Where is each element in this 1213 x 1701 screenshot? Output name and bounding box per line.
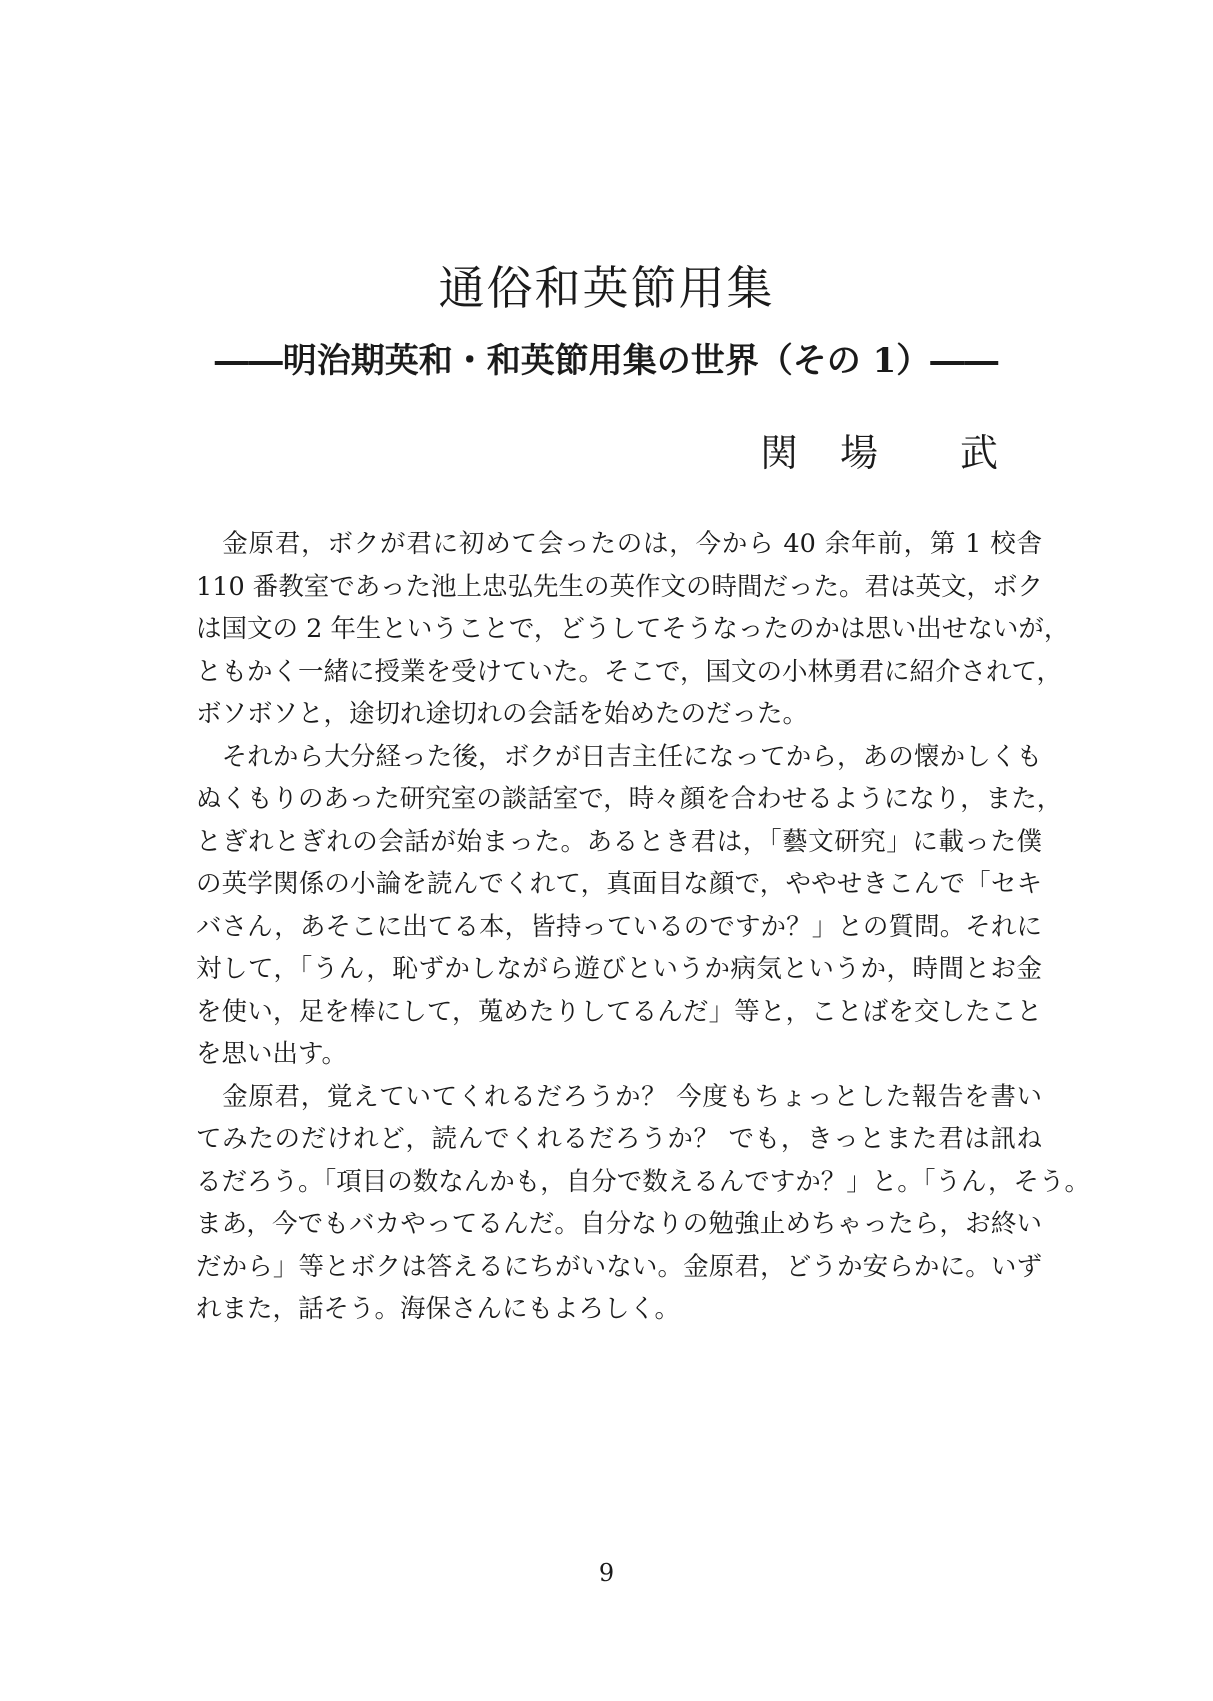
- text-line: れまた，話そう。海保さんにもよろしく。: [196, 1294, 680, 1324]
- text-line: 金原君，ボクが君に初めて会ったのは，今から 40 余年前，第 1 校舎: [196, 529, 1042, 559]
- text-line: ともかく一緒に授業を受けていた。そこで，国文の小林勇君に紹介されて，: [196, 656, 1062, 687]
- text-line: それから大分経った後，ボクが日吉主任になってから，あの懐かしくも: [196, 741, 1042, 772]
- page-number: 9: [598, 1559, 615, 1587]
- paragraph-2: [196, 736, 1063, 1076]
- text-line: 対して，「うん，恥ずかしながら遊びというか病気というか，時間とお金: [196, 954, 1042, 984]
- text-line: 110 番教室であった池上忠弘先生の英作文の時間だった。君は英文，ボク: [196, 571, 1044, 602]
- text-line: だから」等とボクは答えるにちがいない。金原君，どうか安らかに。いず: [196, 1251, 1042, 1282]
- text-line: を使い，足を棒にして，蒐めたりしてるんだ」等と，ことばを交したこと: [196, 996, 1042, 1027]
- text-line: バさん，あそこに出てる本，皆持っているのですか？」との質問。それに: [196, 911, 1042, 942]
- text-line: るだろう。「項目の数なんかも，自分で数えるんですか？」と。「うん，そう。: [196, 1166, 1091, 1197]
- text-line: ボソボソと，途切れ途切れの会話を始めたのだった。: [196, 699, 809, 729]
- author-name: 関 場 武: [760, 431, 1001, 475]
- text-line: を思い出す。: [196, 1039, 347, 1069]
- text-line: は国文の 2 年生ということで，どうしてそうなったのかは思い出せないが，: [196, 614, 1070, 644]
- paragraph-1: [196, 523, 1070, 736]
- text-line: てみたのだけれど，読んでくれるだろうか？ でも，きっとまた君は訊ね: [196, 1124, 1042, 1154]
- article-title: 通俗和英節用集: [438, 261, 775, 315]
- text-line: ぬくもりのあった研究室の談話室で，時々顔を合わせるようになり，また，: [196, 784, 1063, 814]
- text-line: とぎれとぎれの会話が始まった。あるとき君は，「藝文研究」に載った僕: [196, 826, 1042, 857]
- text-line: 金原君，覚えていてくれるだろうか？ 今度もちょっとした報告を書い: [196, 1081, 1042, 1112]
- text-line: まあ，今でもバカやってるんだ。自分なりの勉強止めちゃったら，お終い: [196, 1209, 1042, 1239]
- article-subtitle: ――明治期英和・和英節用集の世界（その 1）――: [214, 341, 999, 381]
- paragraph-3: [196, 1076, 1091, 1331]
- text-line: の英学関係の小論を読んでくれて，真面目な顔で，ややせきこんで「セキ: [196, 869, 1042, 899]
- article-body: [196, 523, 1091, 1331]
